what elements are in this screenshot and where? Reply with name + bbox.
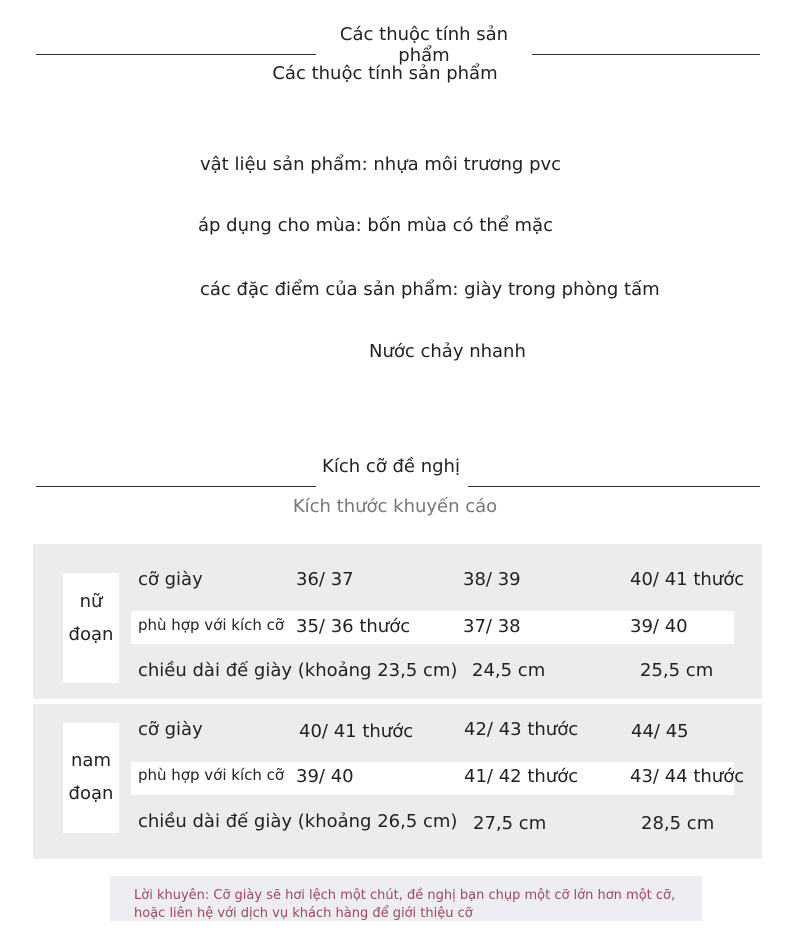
- divider-left: [36, 486, 316, 487]
- sole-length-value: 28,5 cm: [641, 813, 715, 834]
- shoe-size-value: 40/ 41 thước: [299, 721, 414, 742]
- fit-size-value: 41/ 42 thước: [464, 766, 579, 787]
- fit-size-value: 43/ 44 thước: [630, 766, 745, 787]
- attribute-features: các đặc điểm của sản phẩm: giày trong phòng tấm: [200, 279, 660, 300]
- sole-length-label: chiều dài đế giày (khoảng 26,5 cm): [138, 811, 458, 832]
- fit-size-value: 37/ 38: [463, 616, 521, 637]
- shoe-size-value: 42/ 43 thước: [464, 719, 579, 740]
- attributes-heading: Các thuộc tính sản phẩm: [339, 24, 509, 66]
- shoe-size-value: 36/ 37: [296, 569, 354, 590]
- fit-size-value: 39/ 40: [630, 616, 688, 637]
- female-label: [63, 573, 119, 683]
- fit-size-value: 35/ 36 thước: [296, 616, 411, 637]
- male-label: [63, 723, 119, 833]
- sole-length-value: 24,5 cm: [472, 660, 546, 681]
- fit-size-value: 39/ 40: [296, 766, 354, 787]
- divider-right: [468, 486, 760, 487]
- divider-right: [532, 54, 760, 55]
- shoe-size-value: 38/ 39: [463, 569, 521, 590]
- shoe-size-label: cỡ giày: [138, 719, 203, 740]
- male-label-line1: nam: [71, 750, 111, 771]
- shoe-size-label: cỡ giày: [138, 569, 203, 590]
- attribute-material: vật liệu sản phẩm: nhựa môi trương pvc: [200, 154, 562, 175]
- sizes-subheading: Kích thước khuyến cáo: [292, 496, 498, 517]
- attribute-quick-drain: Nước chảy nhanh: [369, 341, 526, 362]
- sole-length-value: 27,5 cm: [473, 813, 547, 834]
- sole-length-value: 25,5 cm: [640, 660, 714, 681]
- attributes-subheading: Các thuộc tính sản phẩm: [272, 63, 498, 84]
- female-label-line2: đoạn: [68, 624, 114, 645]
- attribute-season: áp dụng cho mùa: bốn mùa có thể mặc: [198, 215, 553, 236]
- female-size-table: [33, 544, 762, 699]
- fit-size-label: phù hợp với kích cỡ: [138, 766, 285, 784]
- female-label-line1: nữ: [79, 591, 103, 612]
- fit-size-label: phù hợp với kích cỡ: [138, 616, 285, 634]
- male-size-table: [33, 704, 762, 859]
- male-label-line2: đoạn: [68, 783, 114, 804]
- divider-left: [36, 54, 316, 55]
- sole-length-label: chiều dài đế giày (khoảng 23,5 cm): [138, 660, 458, 681]
- shoe-size-value: 44/ 45: [631, 721, 689, 742]
- shoe-size-value: 40/ 41 thước: [630, 569, 745, 590]
- sizes-heading: Kích cỡ đề nghị: [322, 456, 460, 477]
- size-advice-note: Lời khuyên: Cỡ giày sẽ hơi lệch một chút, đề nghị bạn chụp một cỡ lớn hơn một cỡ, hoặc liên hệ với dịch vụ khách hàng để giới thiệu cỡ: [110, 876, 702, 921]
